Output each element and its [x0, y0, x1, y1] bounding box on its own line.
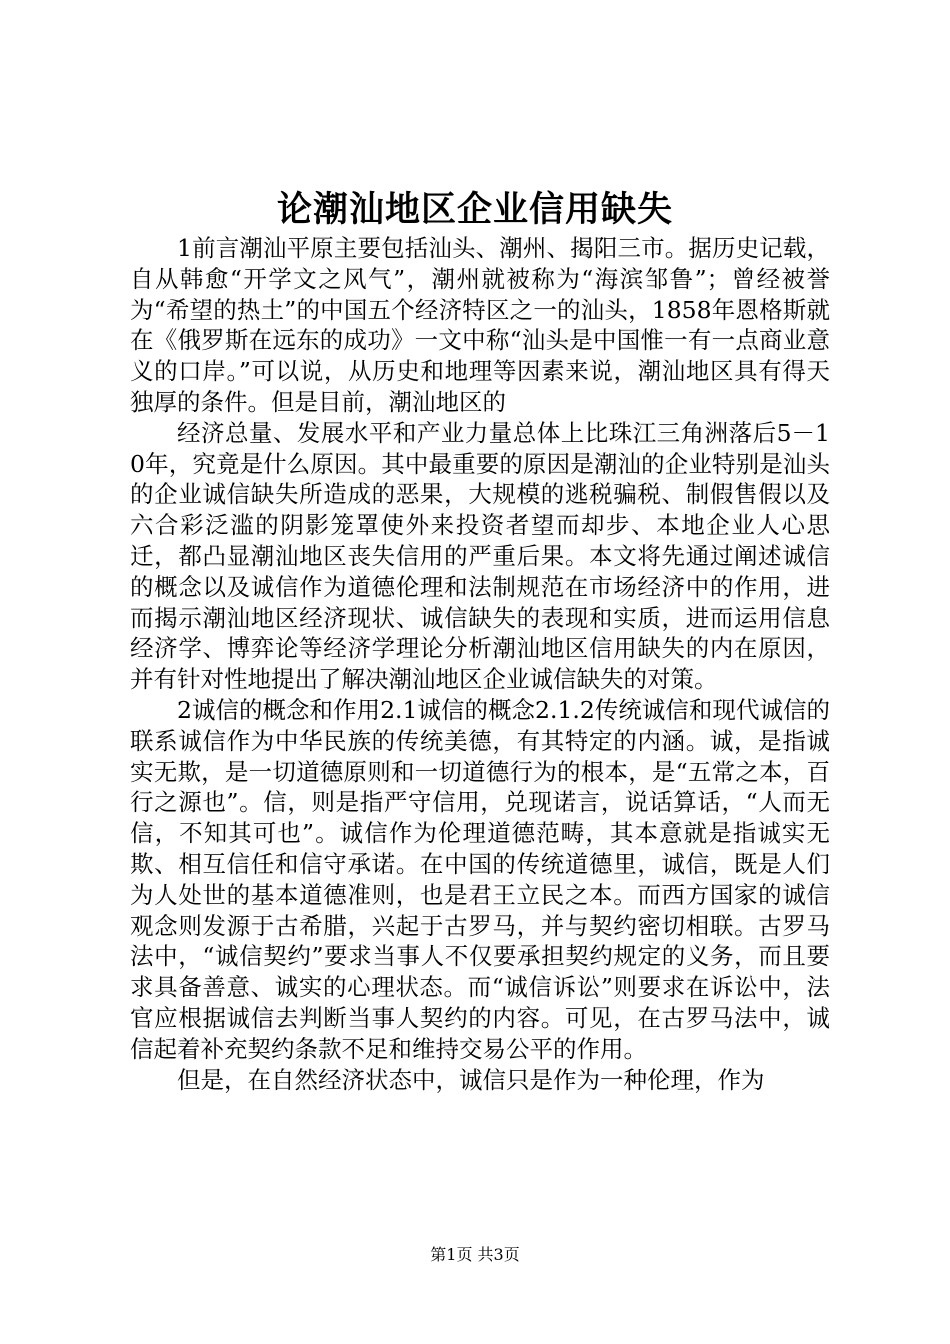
page-footer: 第1页 共3页	[430, 1245, 520, 1264]
paragraph-economy: 经济总量、发展水平和产业力量总体上比珠江三角洲落后5－10年，究竟是什么原因。其中最重要的原因是潮汕的企业特别是汕头的企业诚信缺失所造成的恶果，大规模的逃税骗税、制假售假以及六合彩泛滥的阴影笼罩使外来投资者望而却步、本地企业人心思迁，都凸显潮汕地区丧失信用的严重后果。本文将先通过阐述诚信的概念以及诚信作为道德伦理和法制规范在市场经济中的作用，进而揭示潮汕地区经济现状、诚信缺失的表现和实质，进而运用信息经济学、博弈论等经济学理论分析潮汕地区信用缺失的内在原因，并有针对性地提出了解决潮汕地区企业诚信缺失的对策。	[130, 418, 830, 694]
paragraph-integrity-concept: 2诚信的概念和作用2.1诚信的概念2.1.2传统诚信和现代诚信的联系诚信作为中华民族的传统美德，有其特定的内涵。诚，是指诚实无欺，是一切道德原则和一切道德行为的根本，是“五常之本，百行之源也”。信，则是指严守信用，兑现诺言，说话算话，“人而无信，不知其可也”。诚信作为伦理道德范畴，其本意就是指诚实无欺、相互信任和信守承诺。在中国的传统道德里，诚信，既是人们为人处世的基本道德准则，也是君王立民之本。而西方国家的诚信观念则发源于古希腊，兴起于古罗马，并与契约密切相联。古罗马法中，“诚信契约”要求当事人不仅要承担契约规定的义务，而且要求具备善意、诚实的心理状态。而“诚信诉讼”则要求在诉讼中，法官应根据诚信去判断当事人契约的内容。可见，在古罗马法中，诚信起着补充契约条款不足和维持交易公平的作用。	[130, 695, 830, 1063]
document-title: 论潮汕地区企业信用缺失	[276, 189, 673, 230]
paragraph-natural-economy: 但是，在自然经济状态中，诚信只是作为一种伦理，作为	[177, 1065, 765, 1094]
document-body	[130, 233, 830, 1095]
paragraph-intro: 1前言潮汕平原主要包括汕头、潮州、揭阳三市。据历史记载，自从韩愈“开学文之风气”，潮州就被称为“海滨邹鲁”；曾经被誉为“希望的热土”的中国五个经济特区之一的汕头，1858年恩格斯就在《俄罗斯在远东的成功》一文中称“汕头是中国惟一有一点商业意义的口岸。”可以说，从历史和地理等因素来说，潮汕地区具有得天独厚的条件。但是目前，潮汕地区的	[130, 234, 830, 416]
